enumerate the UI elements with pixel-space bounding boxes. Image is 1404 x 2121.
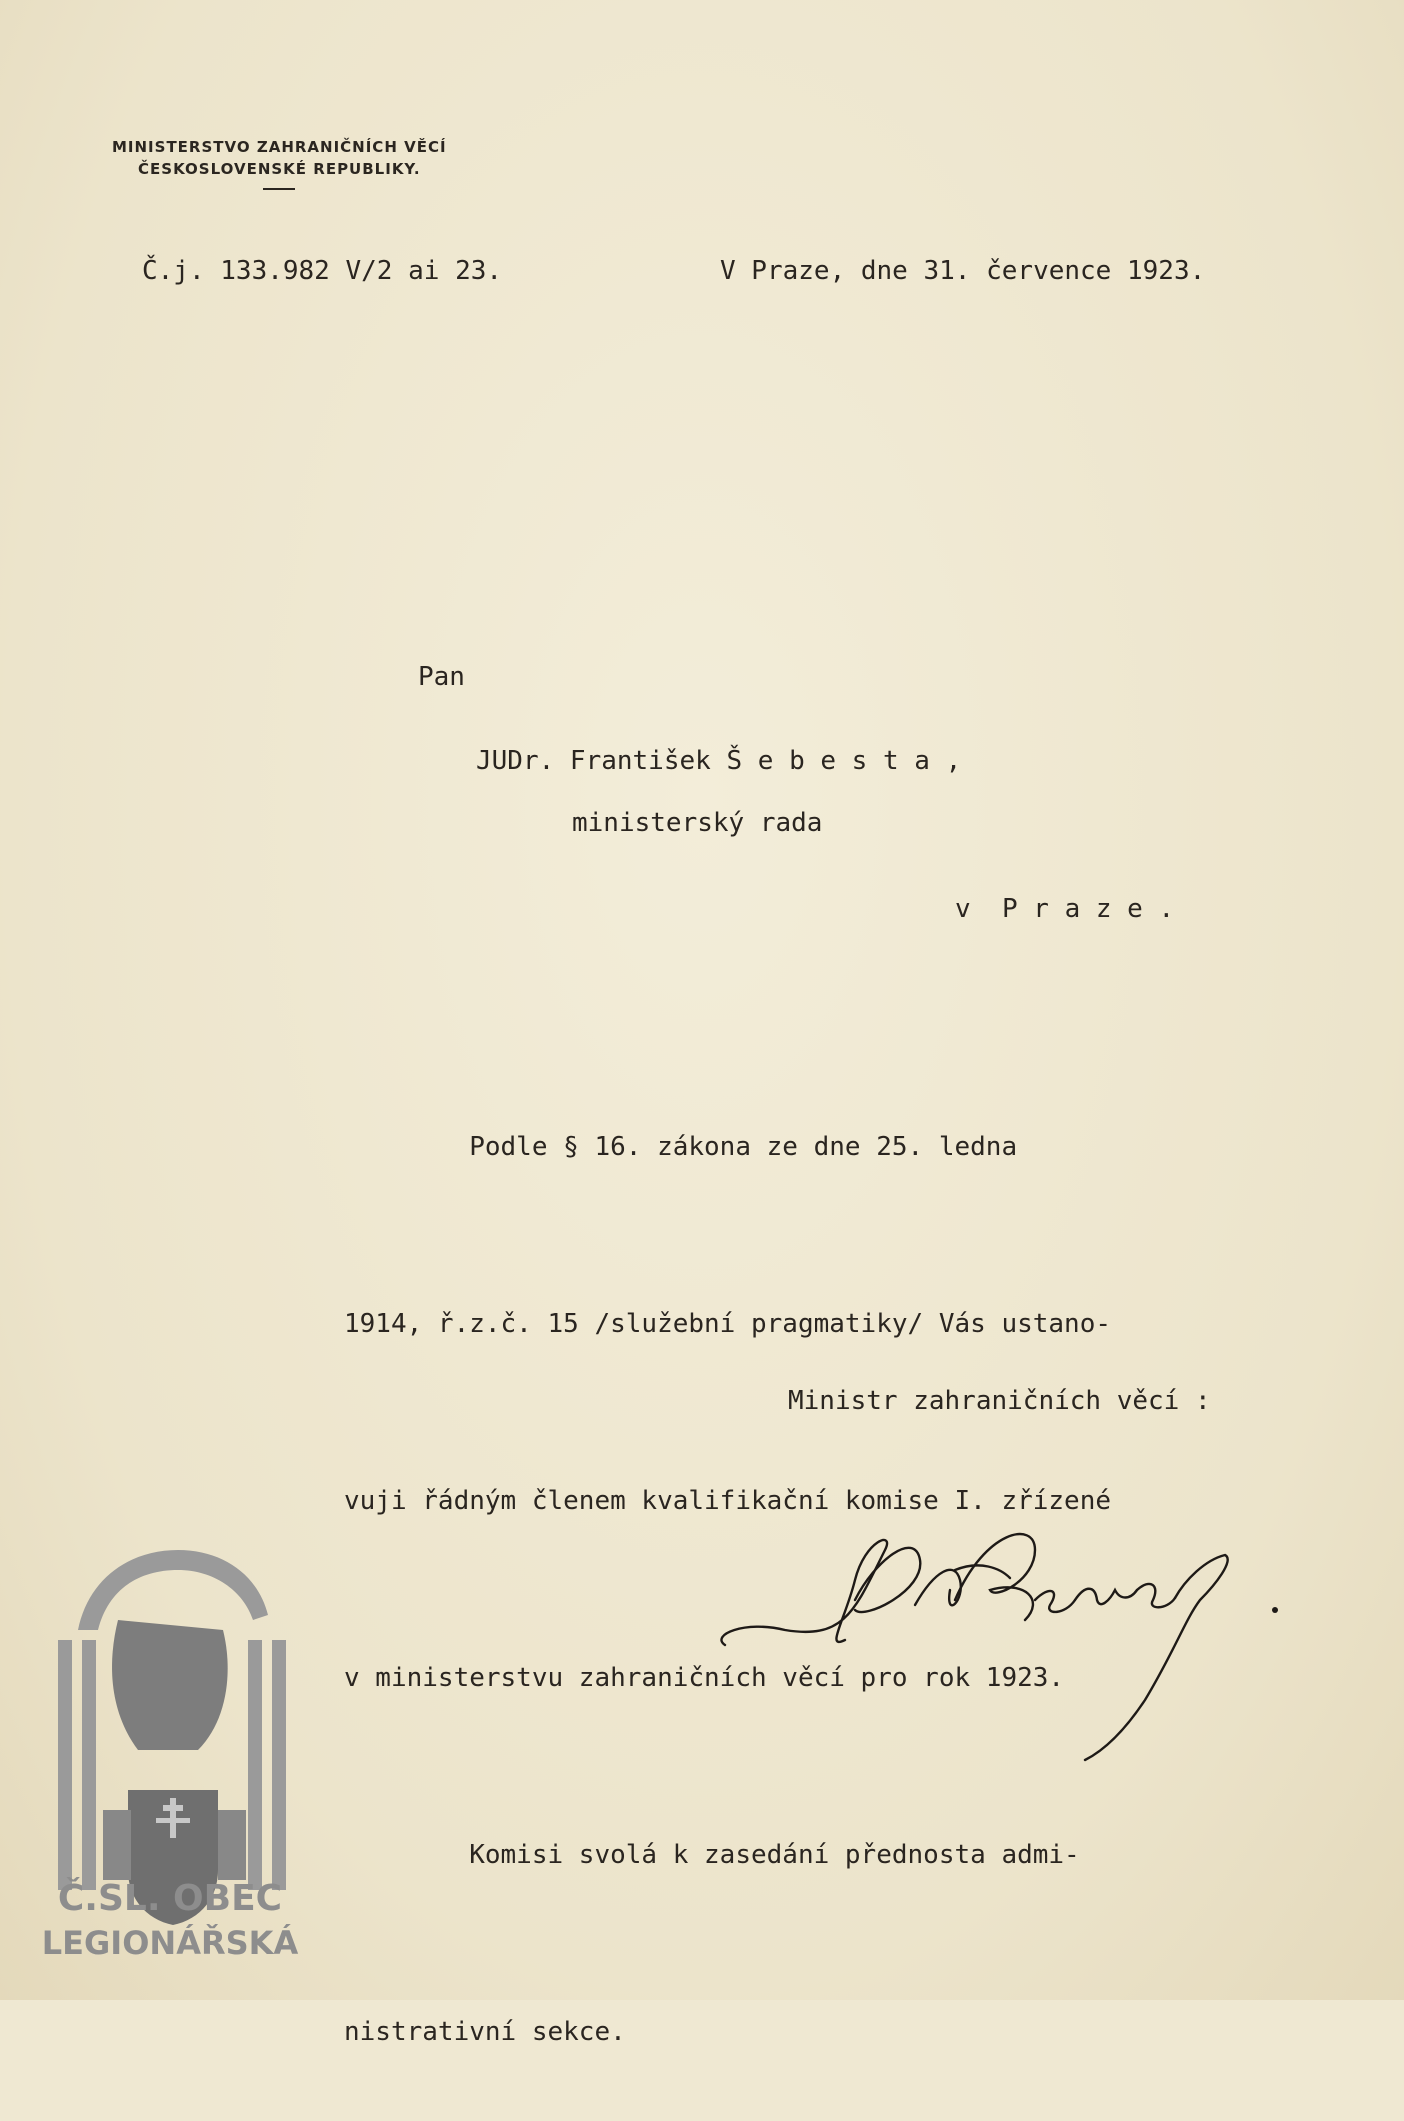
body-line: vuji řádným členem kvalifikační komise I. zřízené (344, 1486, 1112, 1516)
body-line: v ministerstvu zahraničních věcí pro rok 1923. (344, 1663, 1065, 1693)
body-line: 1914, ř.z.č. 15 /služební pragmatiky/ Vás ustano- (344, 1309, 1112, 1339)
reference-number: Č.j. 133.982 V/2 ai 23. (142, 256, 503, 286)
body-line: Podle § 16. zákona ze dne 25. ledna (344, 1132, 1018, 1162)
salutation: Pan (418, 662, 465, 692)
letterhead-ministry: MINISTERSTVO ZAHRANIČNÍCH VĚCÍ (112, 138, 447, 156)
body-line: nistrativní sekce. (344, 2017, 626, 2047)
signature (705, 1490, 1325, 1790)
letterhead-rule (263, 188, 295, 190)
body-line: Komisi svolá k zasedání přednosta admi- (344, 1840, 1080, 1870)
stamp-text-line1: Č.SL. OBEC (57, 1878, 283, 1919)
recipient-city: v P r a z e . (955, 894, 1175, 924)
stamp-text-line2: LEGIONÁŘSKÁ (41, 1924, 299, 1962)
recipient-title: ministerský rada (572, 808, 823, 838)
letterhead (112, 136, 447, 190)
letterhead-republic: ČESKOSLOVENSKÉ REPUBLIKY. (138, 160, 421, 178)
closing-line: Ministr zahraničních věcí : (788, 1386, 1211, 1416)
place-date: V Praze, dne 31. července 1923. (720, 256, 1206, 286)
recipient-name: JUDr. František Š e b e s t a , (476, 746, 962, 776)
